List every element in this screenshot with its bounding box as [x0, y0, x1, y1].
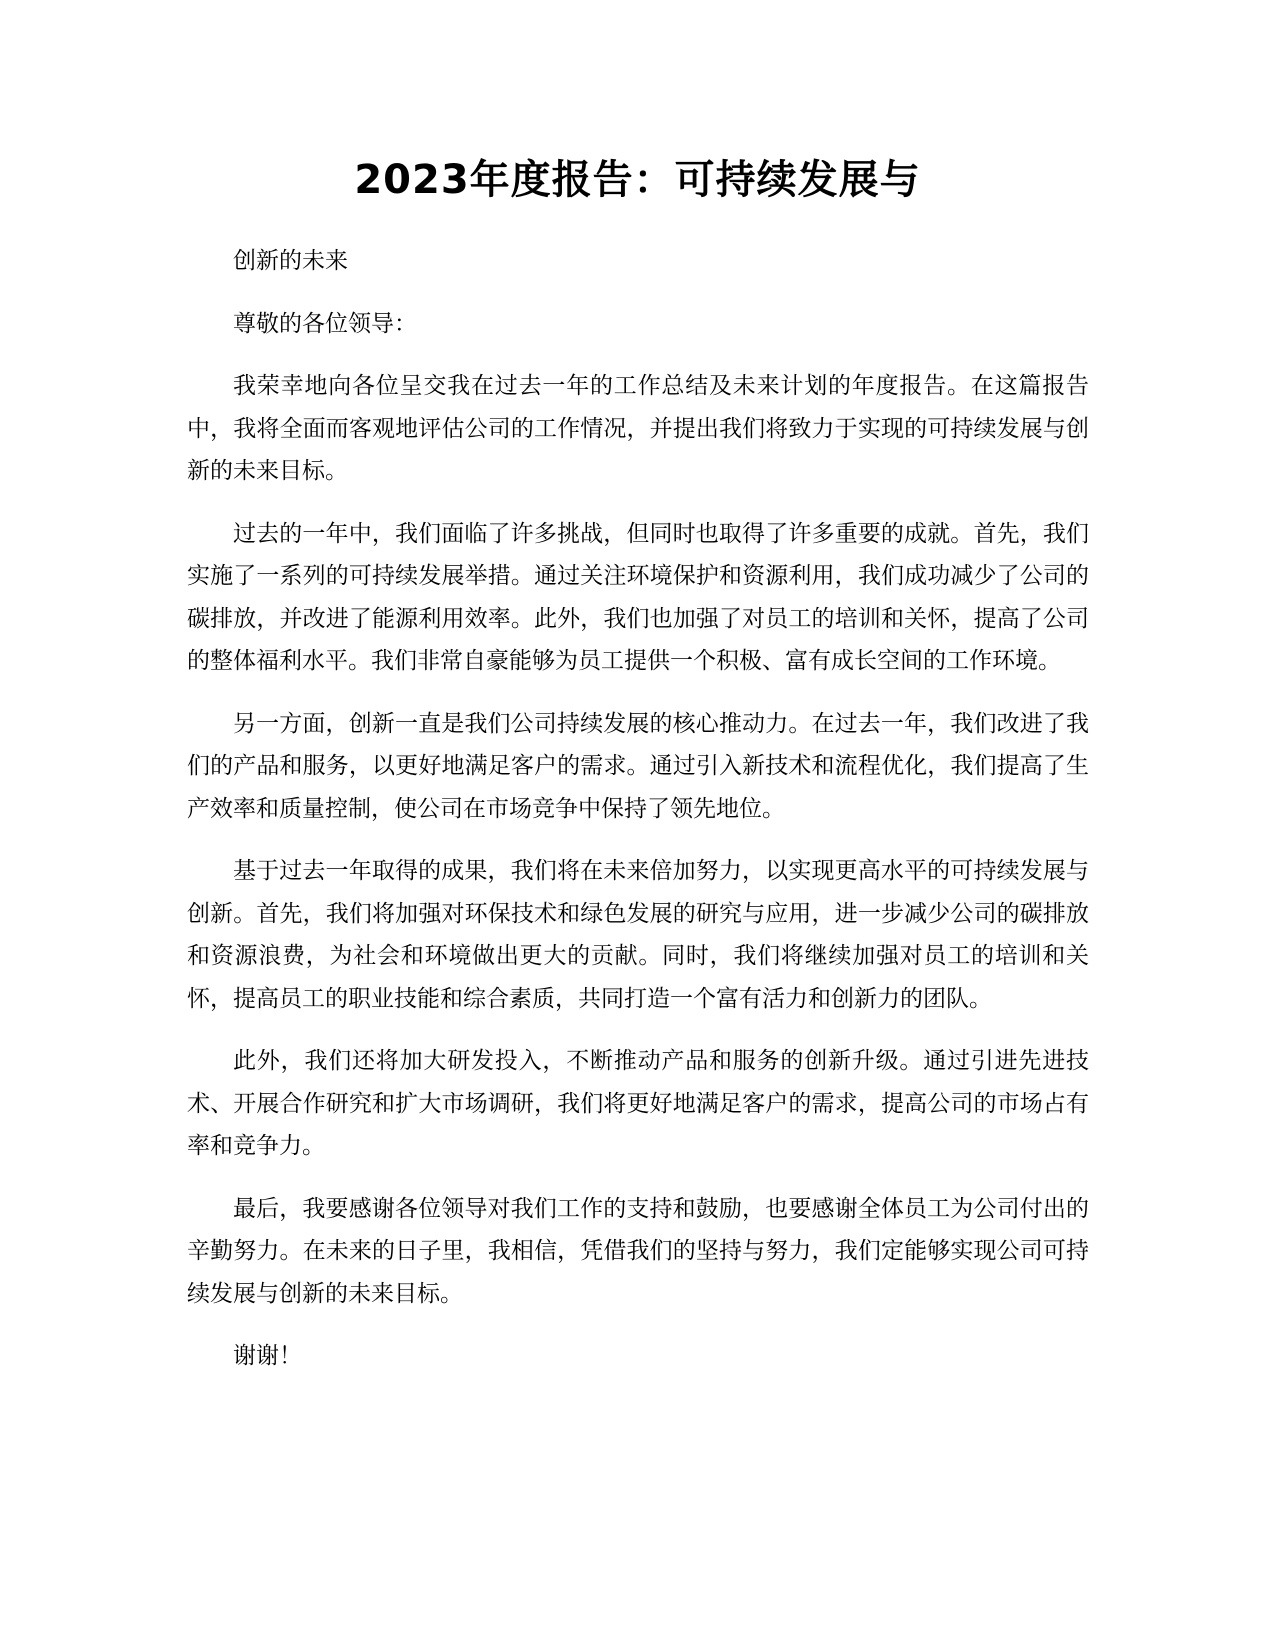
paragraph-achievements: 过去的一年中，我们面临了许多挑战，但同时也取得了许多重要的成就。首先，我们实施了一系列的可持续发展举措。通过关注环境保护和资源利用，我们成功减少了公司的碳排放，并改进了能源利用效率。此外，我们也加强了对员工的培训和关怀，提高了公司的整体福利水平。我们非常自豪能够为员工提供一个积极、富有成长空间的工作环境。 [187, 520, 1089, 674]
salutation: 尊敬的各位领导： [233, 310, 417, 337]
paragraph-future-plans: 基于过去一年取得的成果，我们将在未来倍加努力，以实现更高水平的可持续发展与创新。首先，我们将加强对环保技术和绿色发展的研究与应用，进一步减少公司的碳排放和资源浪费，为社会和环境做出更大的贡献。同时，我们将继续加强对员工的培训和关怀，提高员工的职业技能和综合素质，共同打造一个富有活力和创新力的团队。 [187, 858, 1089, 1012]
paragraph-thanks: 最后，我要感谢各位领导对我们工作的支持和鼓励，也要感谢全体员工为公司付出的辛勤努力。在未来的日子里，我相信，凭借我们的坚持与努力，我们定能够实现公司可持续发展与创新的未来目标。 [187, 1195, 1089, 1307]
paragraph-innovation: 另一方面，创新一直是我们公司持续发展的核心推动力。在过去一年，我们改进了我们的产品和服务，以更好地满足客户的需求。通过引入新技术和流程优化，我们提高了生产效率和质量控制，使公司在市场竞争中保持了领先地位。 [187, 710, 1089, 822]
closing: 谢谢！ [233, 1343, 302, 1369]
subtitle-continuation: 创新的未来 [233, 248, 348, 274]
document-title: 2023年度报告：可持续发展与 [354, 157, 921, 203]
paragraph-intro: 我荣幸地向各位呈交我在过去一年的工作总结及未来计划的年度报告。在这篇报告中，我将全面而客观地评估公司的工作情况，并提出我们将致力于实现的可持续发展与创新的未来目标。 [187, 373, 1089, 484]
document-body [187, 240, 1089, 1398]
paragraph-rnd: 此外，我们还将加大研发投入，不断推动产品和服务的创新升级。通过引进先进技术、开展合作研究和扩大市场调研，我们将更好地满足客户的需求，提高公司的市场占有率和竞争力。 [187, 1048, 1089, 1159]
